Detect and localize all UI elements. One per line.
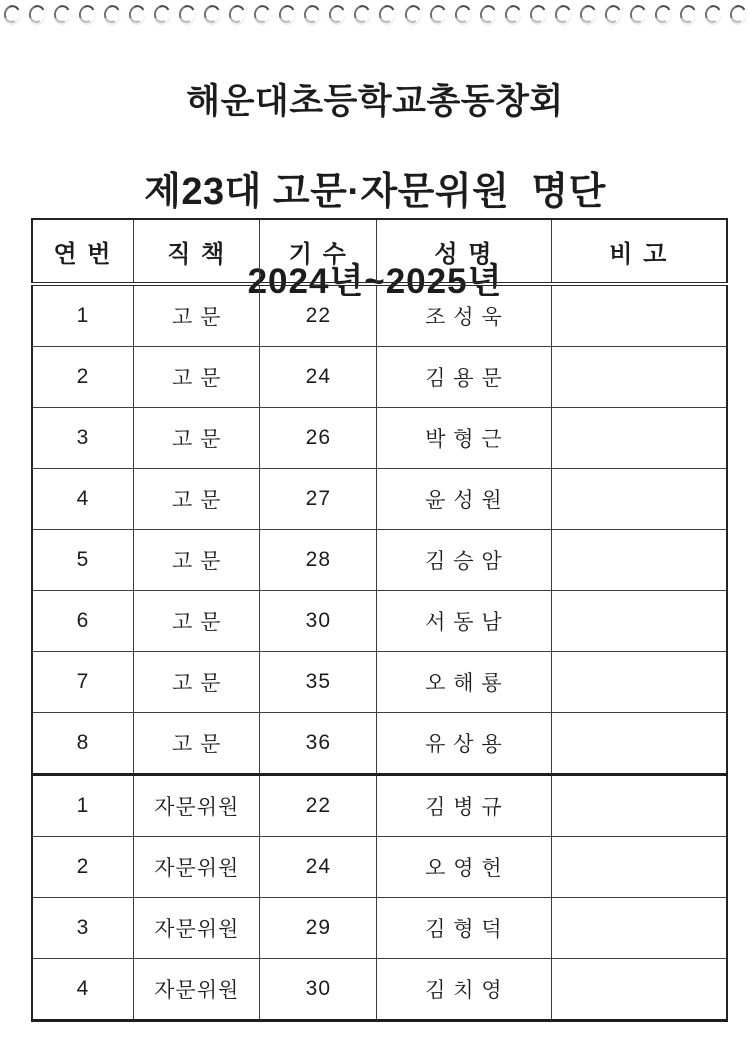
cell-cohort: 36 (260, 713, 377, 775)
table-row (32, 591, 727, 652)
page-title-list-name: 제23대 고문·자문위원 명단 (144, 171, 606, 213)
spiral-ring-icon (252, 3, 273, 25)
cell-name: 서 동 남 (377, 591, 551, 652)
cell-no: 3 (32, 408, 133, 469)
cell-note (551, 530, 727, 591)
cell-cohort: 35 (260, 652, 377, 713)
table-row (32, 959, 727, 1021)
cell-name: 김 용 문 (377, 347, 551, 408)
spiral-ring-icon (402, 3, 423, 25)
table-row (32, 530, 727, 591)
cell-no: 2 (32, 347, 133, 408)
col-header-position: 직 책 (133, 219, 259, 284)
cell-name: 유 상 용 (377, 713, 551, 775)
spiral-ring-icon (702, 3, 723, 25)
cell-no: 2 (32, 837, 133, 898)
spiral-ring-icon (352, 3, 373, 25)
cell-cohort: 22 (260, 775, 377, 837)
cell-cohort: 30 (260, 959, 377, 1021)
cell-position: 자문위원 (133, 898, 259, 959)
cell-note (551, 591, 727, 652)
table-header-row (32, 219, 727, 284)
cell-cohort: 29 (260, 898, 377, 959)
cell-note (551, 652, 727, 713)
spiral-ring-icon (127, 3, 148, 25)
spiral-ring-icon (452, 3, 473, 25)
cell-cohort: 24 (260, 347, 377, 408)
cell-position: 고 문 (133, 284, 259, 347)
cell-position: 고 문 (133, 713, 259, 775)
table-row (32, 652, 727, 713)
spiral-ring-icon (327, 3, 348, 25)
spiral-binding (4, 5, 746, 27)
spiral-ring-icon (502, 3, 523, 25)
cell-cohort: 26 (260, 408, 377, 469)
spiral-ring-icon (477, 3, 498, 25)
table-row (32, 469, 727, 530)
cell-name: 조 성 욱 (377, 284, 551, 347)
cell-position: 자문위원 (133, 837, 259, 898)
col-header-cohort: 기 수 (260, 219, 377, 284)
table-body (32, 284, 727, 1021)
cell-position: 고 문 (133, 469, 259, 530)
spiral-ring-icon (677, 3, 698, 25)
table-row (32, 775, 727, 837)
spiral-ring-icon (427, 3, 448, 25)
cell-note (551, 713, 727, 775)
cell-note (551, 959, 727, 1021)
spiral-ring-icon (202, 3, 223, 25)
spiral-ring-icon (27, 3, 48, 25)
cell-cohort: 30 (260, 591, 377, 652)
cell-note (551, 837, 727, 898)
spiral-ring-icon (227, 3, 248, 25)
cell-position: 고 문 (133, 530, 259, 591)
cell-no: 7 (32, 652, 133, 713)
spiral-ring-icon (52, 3, 73, 25)
cell-note (551, 898, 727, 959)
cell-note (551, 408, 727, 469)
spiral-ring-icon (377, 3, 398, 25)
cell-no: 3 (32, 898, 133, 959)
spiral-ring-icon (277, 3, 298, 25)
cell-position: 자문위원 (133, 775, 259, 837)
cell-name: 김 승 암 (377, 530, 551, 591)
spiral-ring-icon (627, 3, 648, 25)
cell-name: 김 치 영 (377, 959, 551, 1021)
cell-note (551, 469, 727, 530)
spiral-ring-icon (102, 3, 123, 25)
cell-name: 윤 성 원 (377, 469, 551, 530)
spiral-ring-icon (602, 3, 623, 25)
spiral-ring-icon (77, 3, 98, 25)
spiral-ring-icon (527, 3, 548, 25)
cell-cohort: 24 (260, 837, 377, 898)
cell-no: 5 (32, 530, 133, 591)
table-row (32, 347, 727, 408)
cell-position: 고 문 (133, 652, 259, 713)
advisors-roster-table (31, 218, 728, 1022)
spiral-ring-icon (152, 3, 173, 25)
table-row (32, 284, 727, 347)
cell-no: 4 (32, 469, 133, 530)
cell-no: 1 (32, 775, 133, 837)
cell-name: 김 형 덕 (377, 898, 551, 959)
spiral-ring-icon (302, 3, 323, 25)
spiral-ring-icon (728, 3, 749, 25)
cell-name: 김 병 규 (377, 775, 551, 837)
cell-cohort: 27 (260, 469, 377, 530)
cell-position: 고 문 (133, 408, 259, 469)
col-header-no: 연 번 (32, 219, 133, 284)
cell-no: 6 (32, 591, 133, 652)
cell-cohort: 28 (260, 530, 377, 591)
table-row (32, 898, 727, 959)
spiral-ring-icon (652, 3, 673, 25)
cell-no: 8 (32, 713, 133, 775)
spiral-ring-icon (2, 3, 23, 25)
page-title-years: 2024년~2025년 (247, 262, 503, 301)
cell-cohort: 22 (260, 284, 377, 347)
table-row (32, 408, 727, 469)
cell-no: 4 (32, 959, 133, 1021)
col-header-name: 성 명 (377, 219, 551, 284)
roster-table-container (31, 218, 728, 1022)
cell-name: 박 형 근 (377, 408, 551, 469)
table-header (32, 219, 727, 284)
spiral-ring-icon (577, 3, 598, 25)
cell-note (551, 775, 727, 837)
page-title-organization: 해운대초등학교총동창회 (186, 82, 564, 121)
cell-position: 고 문 (133, 591, 259, 652)
spiral-ring-icon (177, 3, 198, 25)
col-header-note: 비 고 (551, 219, 727, 284)
cell-no: 1 (32, 284, 133, 347)
table-row (32, 837, 727, 898)
cell-position: 고 문 (133, 347, 259, 408)
cell-position: 자문위원 (133, 959, 259, 1021)
cell-note (551, 347, 727, 408)
cell-name: 오 해 룡 (377, 652, 551, 713)
cell-note (551, 284, 727, 347)
table-row (32, 713, 727, 775)
cell-name: 오 영 헌 (377, 837, 551, 898)
spiral-ring-icon (552, 3, 573, 25)
